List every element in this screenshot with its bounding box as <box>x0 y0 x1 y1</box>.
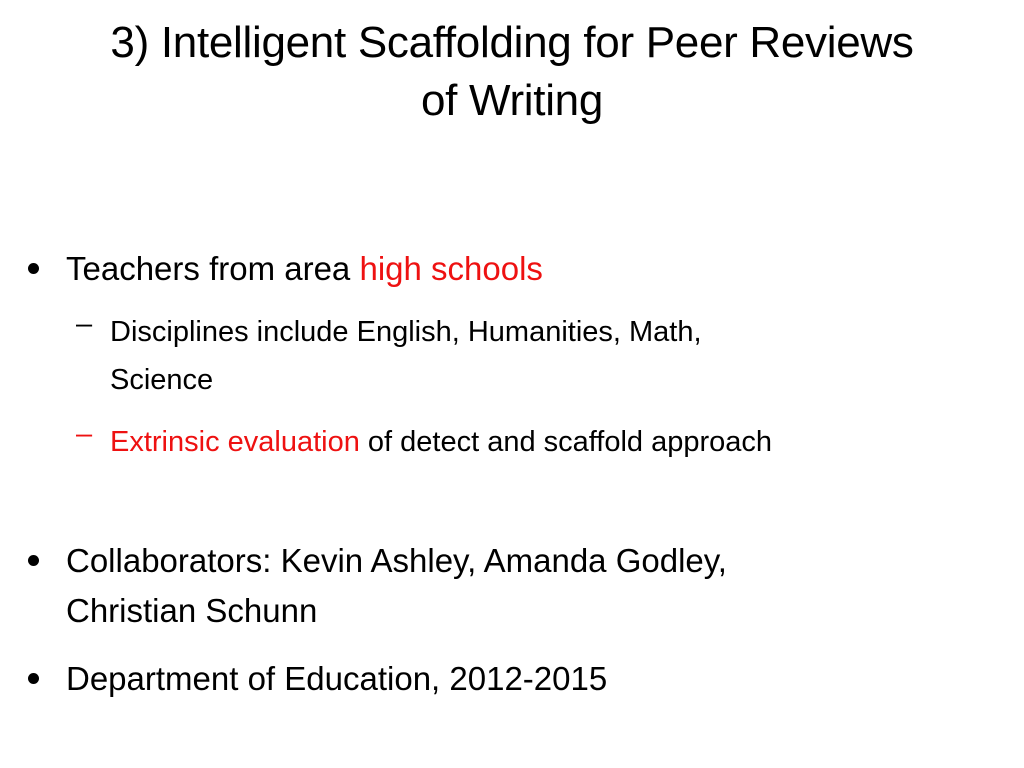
slide-title <box>20 14 1004 130</box>
bullet-funding-text: Department of Education, 2012-2015 <box>66 660 608 697</box>
sub-bullet-extrinsic <box>110 418 772 466</box>
sub-bullet-extrinsic-text: of detect and scaffold approach <box>359 426 773 458</box>
sub-bullet-disciplines-line-2: Science <box>110 364 214 396</box>
bullet-collaborators-line-1: Collaborators: Kevin Ashley, Amanda Godley, <box>66 542 727 579</box>
bullet-dot-icon <box>28 673 39 684</box>
sub-bullet-disciplines <box>110 308 702 404</box>
sub-bullet-extrinsic-highlight: Extrinsic evaluation <box>110 426 360 458</box>
bullet-teachers <box>66 244 543 294</box>
bullet-collaborators-line-2: Christian Schunn <box>66 592 318 629</box>
slide-title-line-1: 3) Intelligent Scaffolding for Peer Reviews <box>110 18 914 67</box>
slide-title-line-2: of Writing <box>420 76 604 125</box>
bullet-collaborators <box>66 536 727 636</box>
bullet-teachers-text: Teachers from area <box>66 250 360 287</box>
sub-bullet-dash-icon: – <box>76 418 93 450</box>
bullet-dot-icon <box>28 555 39 566</box>
bullet-teachers-highlight: high schools <box>359 250 543 287</box>
bullet-dot-icon <box>28 263 39 274</box>
bullet-funding <box>66 654 607 704</box>
sub-bullet-dash-icon: – <box>76 308 93 340</box>
sub-bullet-disciplines-line-1: Disciplines include English, Humanities, Math, <box>110 316 702 348</box>
